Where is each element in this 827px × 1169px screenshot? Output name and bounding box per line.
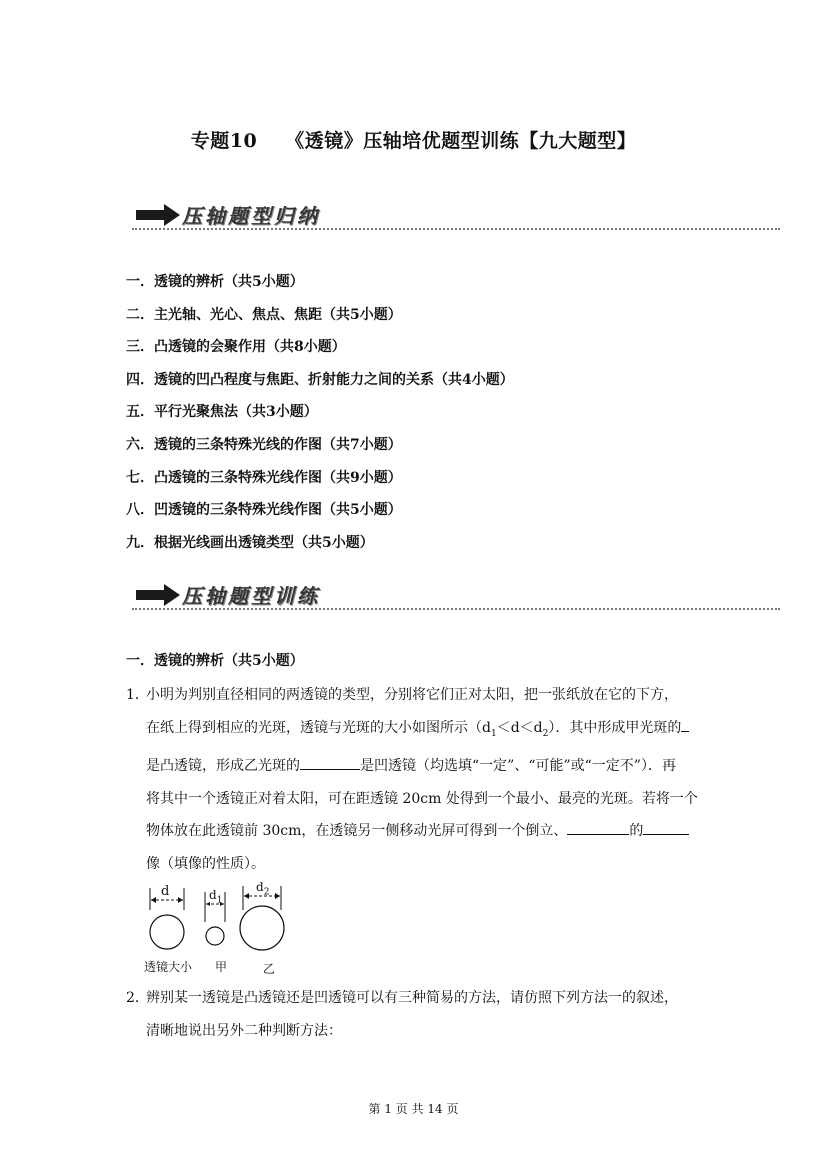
title-topic-number: 专题10 bbox=[190, 130, 258, 152]
banner-training bbox=[132, 576, 782, 616]
answer-blank[interactable] bbox=[567, 820, 629, 835]
question-number: 1． bbox=[126, 687, 149, 703]
question-1 bbox=[126, 679, 716, 880]
topic-item: 五．平行光聚焦法（共3小题） bbox=[126, 404, 318, 421]
question-2 bbox=[126, 982, 716, 1047]
label-d1: $d_1$ bbox=[209, 888, 223, 906]
topic-item: 一．透镜的辨析（共5小题） bbox=[126, 274, 304, 290]
label-d2: $d_2$ bbox=[256, 880, 270, 898]
topic-item: 二．主光轴、光心、焦点、焦距（共5小题） bbox=[126, 306, 402, 323]
question-text-line: 像（填像的性质）。 bbox=[146, 855, 265, 872]
divider bbox=[132, 608, 780, 610]
label-d: d bbox=[161, 884, 170, 899]
arrow-icon bbox=[136, 584, 180, 606]
topic-item: 四．透镜的凹凸程度与焦距、折射能力之间的关系（共4小题） bbox=[126, 371, 514, 388]
question-text-line: 辨别某一透镜是凸透镜还是凹透镜可以有三种简易的方法，请仿照下列方法一的叙述， bbox=[146, 990, 678, 1006]
caption-yi: 乙 bbox=[263, 962, 276, 976]
banner-summary bbox=[132, 196, 782, 236]
caption-jia: 甲 bbox=[215, 960, 228, 974]
question-number: 2． bbox=[126, 990, 149, 1006]
arrow-icon bbox=[136, 204, 180, 226]
title-topic-name: 《透镜》压轴培优题型训练【九大题型】 bbox=[285, 130, 637, 152]
topic-item: 七．凸透镜的三条特殊光线作图（共9小题） bbox=[126, 469, 402, 486]
banner-training-text: 压轴题型训练 bbox=[182, 584, 320, 608]
topic-item: 六．透镜的三条特殊光线的作图（共7小题） bbox=[126, 436, 402, 453]
section-heading: 一．透镜的辨析（共5小题） bbox=[126, 653, 304, 669]
question-text-line: 将其中一个透镜正对着太阳，可在距透镜 20cm 处得到一个最小、最亮的光斑。若将一个 bbox=[146, 790, 698, 807]
topic-item: 八．凹透镜的三条特殊光线作图（共5小题） bbox=[126, 502, 402, 519]
page-title bbox=[0, 126, 827, 153]
divider bbox=[132, 228, 780, 230]
answer-blank[interactable] bbox=[681, 717, 689, 732]
question-text-line: 清晰地说出另外二种判断方法： bbox=[146, 1022, 342, 1039]
question-text-line: 物体放在此透镜前 30cm，在透镜另一侧移动光屏可得到一个倒立、 的 bbox=[126, 815, 716, 848]
question-text-line: 小明为判别直径相同的两透镜的类型，分别将它们正对太阳，把一张纸放在它的下方， bbox=[146, 687, 678, 703]
question-text-line: 在纸上得到相应的光斑，透镜与光斑的大小如图所示$(d_1<d<d_2)$．其中形成甲光斑的 bbox=[126, 712, 716, 750]
answer-blank[interactable] bbox=[643, 820, 689, 835]
page-footer: 第 1 页 共 14 页 bbox=[368, 1102, 459, 1116]
topic-list bbox=[126, 270, 514, 563]
topic-item: 九．根据光线画出透镜类型（共5小题） bbox=[126, 534, 374, 551]
answer-blank[interactable] bbox=[300, 755, 360, 770]
caption-lens-size: 透镜大小 bbox=[144, 960, 193, 974]
question-text-line: 是凸透镜，形成乙光斑的 是凹透镜（均选填“一定”、“可能”或“一定不”）．再 bbox=[126, 750, 716, 783]
banner-summary-text: 压轴题型归纳 bbox=[182, 204, 320, 228]
topic-item: 三．凸透镜的会聚作用（共8小题） bbox=[126, 339, 346, 356]
lens-spot-figure bbox=[144, 880, 294, 980]
